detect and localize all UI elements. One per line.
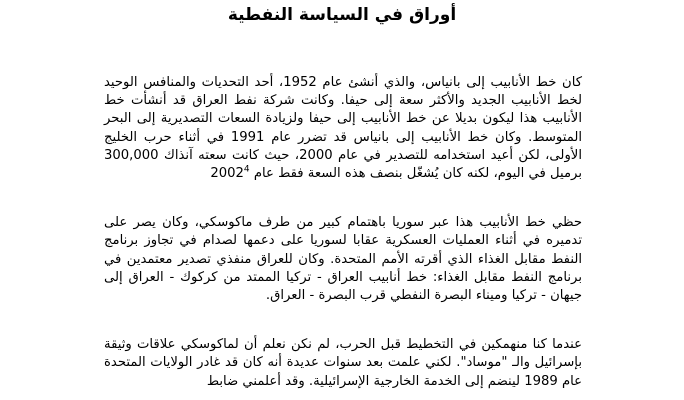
paragraph-2-text: حظي خط الأنابيب هذا عبر سوريا باهتمام كبير من طرف ماكوسكي، وكان يصر على تدميره في أثناء العمليات العسكرية عقابا لسوريا على دعمها لصدام في تجاوز برنامج النفط مقابل الغذاء الذي أقرته الأمم المتحدة. وكان للعراق منفذي تصدير معتمدين في برنامج النفط مقابل الغذاء: خط أنابيب العراق - تركيا الممتد من كركوك - العراق إلى جيهان - تركيا وميناء البصرة النفطي قرب البصرة - العراق. (104, 215, 582, 304)
footnote-marker[interactable]: 4 (243, 164, 250, 175)
paragraph-2 (104, 214, 582, 305)
paragraph-1 (104, 74, 582, 183)
document-body (104, 74, 582, 400)
paragraph-3-text: عندما كنا منهمكين في التخطيط قبل الحرب، لم نكن نعلم أن لماكوسكي علاقات وثيقة بإسرائيل والـ "موساد". لكني علمت بعد سنوات عديدة أنه كان قد غادر الولايات المتحدة عام 1989 لينضم إلى الخدمة الخارجية الإسرائيلية. وقد أعلمني ضابط (104, 337, 582, 389)
paragraph-1-text: كان خط الأنابيب إلى بانياس، والذي أنشئ عام 1952، أحد التحديات والمنافس الوحيد لخط الأنابيب الجديد والأكثر سعة إلى حيفا. وكانت شركة نفط العراق قد أنشأت خط الأنابيب هذا ليكون بديلا عن خط الأنابيب إلى حيفا ولزيادة السعات التصديرية إلى البحر المتوسط. وكان خط الأنابيب إلى بانياس قد تضرر عام 1991 في أثناء حرب الخليج الأولى، لكن أعيد استخدامه للتصدير في عام 2000، حيث كانت سعته آنذاك 300,000 برميل في اليوم، لكنه كان يُشغّل بنصف هذه السعة فقط عام 2002 (104, 75, 583, 182)
paragraph-3 (104, 336, 582, 391)
page-title: أوراق في السياسة النفطية (227, 5, 457, 25)
